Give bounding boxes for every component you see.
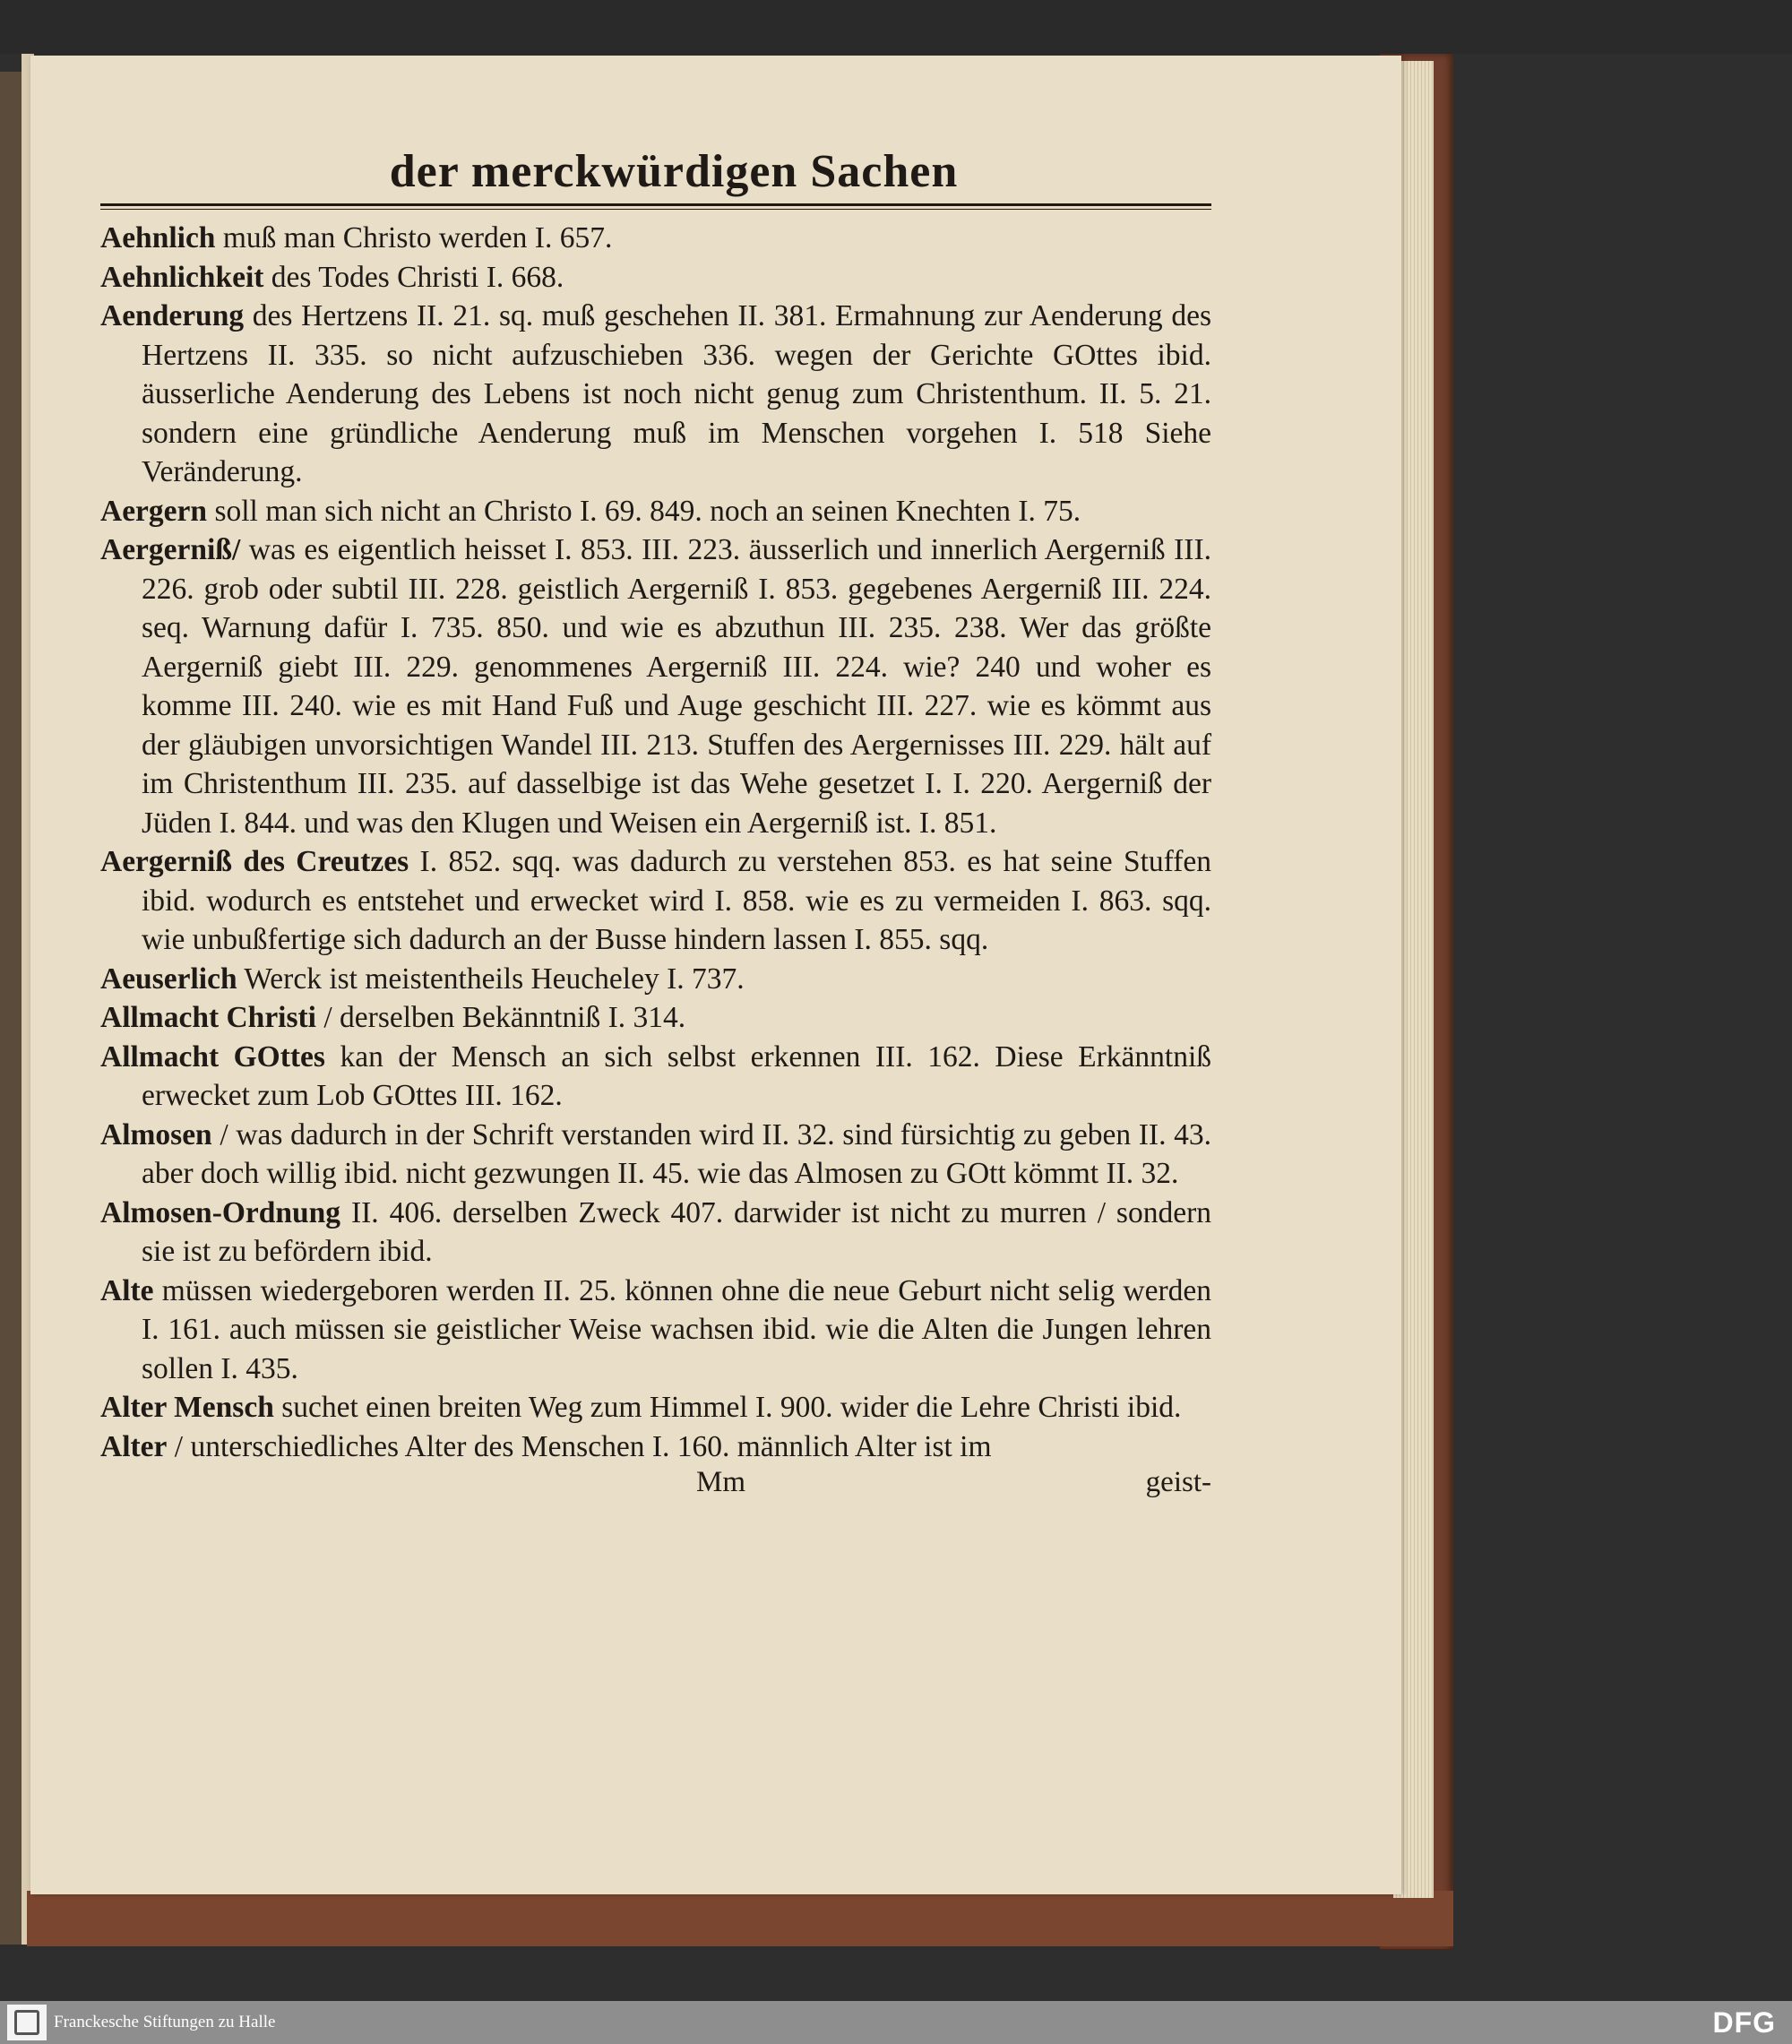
logo-icon (14, 2010, 39, 2035)
index-entry: Aenderung des Hertzens II. 21. sq. muß geschehen II. 381. Ermahnung zur Aenderung des Hertzens II. 335. so nicht aufzuschieben 336. wegen der Gerichte GOttes ibid. äusserliche Aenderung des Lebens ist noch nicht genug zum Christenthum. II. 5. 21. sondern eine gründliche Aenderung muß im Menschen vorgehen I. 518 Siehe Veränderung. (100, 299, 1211, 488)
index-entry: Alter Mensch suchet einen breiten Weg zum Himmel I. 900. wider die Lehre Christi ibid. (100, 1391, 1182, 1424)
facing-page-edge (0, 72, 22, 1945)
index-entry: Alte müssen wiedergeboren werden II. 25. können ohne die neue Geburt nicht selig werden I. 161. auch müssen sie geistlicher Weise wachsen ibid. wie die Alten die Jungen lehren sollen I. 435. (100, 1273, 1211, 1385)
index-entry: Almosen-Ordnung II. 406. derselben Zweck 407. darwider ist nicht zu murren / sondern sie ist zu befördern ibid. (100, 1195, 1211, 1268)
book-cover-bottom (27, 1891, 1453, 1946)
running-head: der merckwürdigen Sachen (389, 146, 959, 197)
index-entry: Aehnlich muß man Christo werden I. 657. (100, 221, 613, 254)
head-rule (100, 203, 1211, 210)
index-entry: Allmacht GOttes kan der Mensch an sich selbst erkennen III. 162. Diese Erkänntniß erwecket zum Lob GOttes III. 162. (100, 1039, 1212, 1112)
index-entry: Aeuserlich Werck ist meistentheils Heucheley I. 737. (100, 962, 745, 996)
institution-logo (7, 2005, 47, 2040)
index-entry: Aergern soll man sich nicht an Christo I. 69. 849. noch an seinen Knechten I. 75. (100, 494, 1081, 528)
page-foot (100, 1466, 1211, 1507)
index-entry: Almosen / was dadurch in der Schrift verstanden wird II. 32. sind fürsichtig zu geben II. 43. aber doch willig ibid. nicht gezwungen II. 45. wie das Almosen zu GOtt kömmt II. 32. (100, 1117, 1211, 1190)
institution-name: Franckesche Stiftungen zu Halle (54, 2013, 276, 2031)
index-entry: Aergerniß des Creutzes I. 852. sqq. was dadurch zu verstehen 853. es hat seine Stuffen ibid. wodurch es entstehet und erwecket wird I. 858. wie es zu vermeiden I. 863. sqq. wie unbußfertige sich dadurch an der Busse hindern lassen I. 855. sqq. (100, 845, 1211, 956)
book-page (30, 56, 1401, 1894)
index-entry: Aehnlichkeit des Todes Christi I. 668. (100, 260, 564, 294)
dfg-logo: DFG (1712, 2006, 1776, 2039)
index-entry: Allmacht Christi / derselben Bekänntniß I. 314. (100, 1001, 686, 1034)
page-text-block (100, 145, 1211, 1507)
index-entry: Alter / unterschiedliches Alter des Menschen I. 160. männlich Alter ist im (100, 1429, 992, 1463)
catchword: geist- (1145, 1466, 1211, 1498)
viewer-footer (0, 2001, 1792, 2044)
scan-backdrop (0, 0, 1792, 54)
signature-mark: Mm (696, 1466, 746, 1498)
index-entry: Aergerniß/ was es eigentlich heisset I. 853. III. 223. äusserlich und innerlich Aergerniß III. 226. grob oder subtil III. 228. geistlich Aergerniß I. 853. gegebenes Aergerniß III. 224. seq. Warnung dafür I. 735. 850. und wie es abzuthun III. 235. 238. Wer das größte Aergerniß giebt III. 229. genommenes Aergerniß III. 224. wie? 240 und woher es komme III. 240. wie es mit Hand Fuß und Auge geschicht III. 227. wie es kömmt aus der gläubigen unvorsichtigen Wandel III. 213. Stuffen des Aergernisses III. 229. hält auf im Christenthum III. 235. auf dasselbige ist das Wehe gesetzet I. I. 220. Aergerniß der Jüden I. 844. und was den Klugen und Weisen ein Aergerniß ist. I. 851. (100, 533, 1211, 840)
